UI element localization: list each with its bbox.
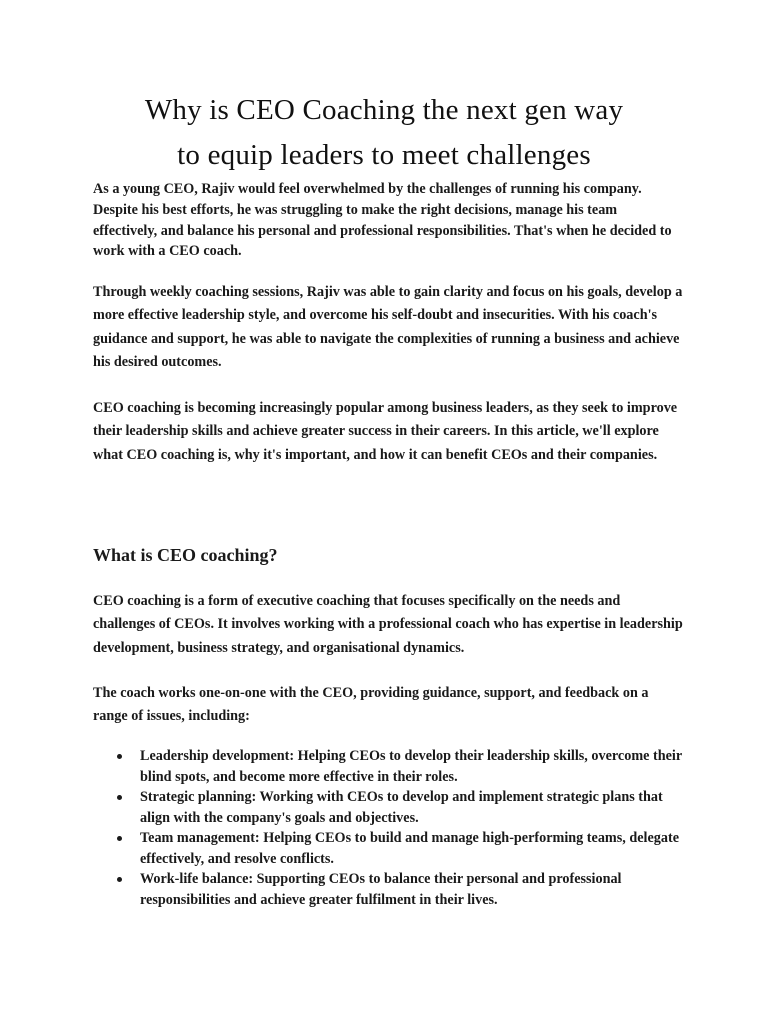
section-paragraph-1: CEO coaching is a form of executive coaching that focuses specifically on the needs and challenges of CEOs. It involves working with a professional coach who has expertise in leadership development, business strategy, and organisational dynamics. <box>93 593 683 656</box>
list-item-text: Team management: Helping CEOs to build and manage high-performing teams, delegate effectively, and resolve conflicts. <box>140 830 679 867</box>
article-title <box>60 88 708 178</box>
intro-paragraph-3: CEO coaching is becoming increasingly popular among business leaders, as they seek to improve their leadership skills and achieve greater success in their careers. In this article, we'll explore what CEO coaching is, why it's important, and how it can benefit CEOs and their companies. <box>93 400 678 463</box>
list-item <box>93 869 683 910</box>
list-item-text: Leadership development: Helping CEOs to develop their leadership skills, overcome their blind spots, and become more effective in their roles. <box>140 748 682 785</box>
list-item <box>93 787 683 828</box>
article-title-line-1: Why is CEO Coaching the next gen way <box>144 94 624 126</box>
intro-paragraph-2: Through weekly coaching sessions, Rajiv was able to gain clarity and focus on his goals, develop a more effective leadership style, and overcome his self-doubt and insecurities. With his coach's guidance and support, he was able to navigate the complexities of running a business and achieve his desired outcomes. <box>93 284 683 370</box>
list-item <box>93 746 683 787</box>
coaching-issues-list <box>93 746 683 910</box>
bullet-icon <box>117 754 122 759</box>
bullet-icon <box>117 877 122 882</box>
bullet-icon <box>117 795 122 800</box>
list-item-text: Work-life balance: Supporting CEOs to balance their personal and professional responsibilities and achieve greater fulfilment in their lives. <box>140 871 622 908</box>
section-heading: What is CEO coaching? <box>93 545 278 565</box>
bullet-icon <box>117 836 122 841</box>
list-item-text: Strategic planning: Working with CEOs to develop and implement strategic plans that align with the company's goals and objectives. <box>140 789 663 826</box>
section-paragraph-2: The coach works one-on-one with the CEO, providing guidance, support, and feedback on a range of issues, including: <box>93 685 649 725</box>
article-title-line-2: to equip leaders to meet challenges <box>177 139 591 171</box>
list-item <box>93 828 683 869</box>
intro-paragraph-1: As a young CEO, Rajiv would feel overwhelmed by the challenges of running his company. Despite his best efforts, he was struggling to make the right decisions, manage his team effectively, and balance his personal and professional responsibilities. That's when he decided to work with a CEO coach. <box>93 181 672 260</box>
